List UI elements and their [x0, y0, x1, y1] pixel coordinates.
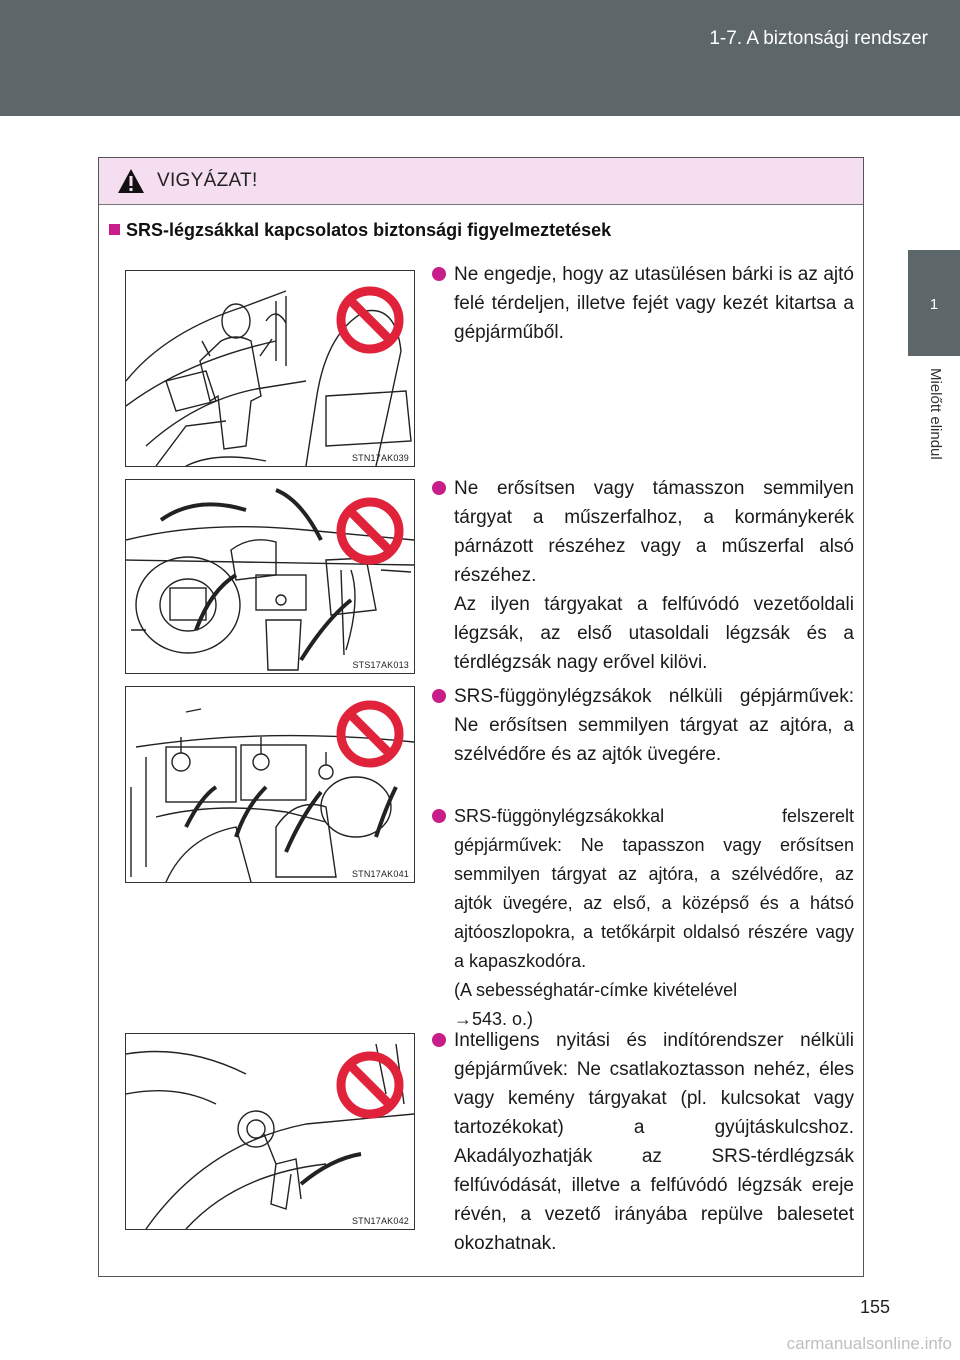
illustration-kneeling-passenger — [125, 270, 415, 467]
warning-text: Ne engedje, hogy az utasülésen bárki is az ajtó felé térdeljen, illetve fejét vagy kezét kitartsa a gépjárműből. — [454, 264, 854, 343]
page-header — [0, 0, 960, 116]
warning-item — [432, 260, 854, 347]
chapter-label: Mielőtt elindul — [927, 368, 944, 460]
prohibition-icon — [335, 699, 405, 769]
chapter-tab — [908, 250, 960, 356]
bullet-icon — [432, 689, 446, 703]
prohibition-icon — [335, 496, 405, 566]
square-bullet-icon — [109, 224, 120, 235]
section-title-text: SRS-légzsákkal kapcsolatos biztonsági figyelmeztetések — [126, 220, 612, 240]
illustration-cabin-objects — [125, 686, 415, 883]
warning-item — [432, 474, 854, 677]
bullet-icon — [432, 481, 446, 495]
illustration-ignition-keys — [125, 1033, 415, 1230]
warning-text: SRS-függönylégzsákokkal felszerelt gépjárművek: Ne tapasszon vagy erősítsen semmilyen tárgyat az ajtóra, a szélvédőre, az ajtók üvegére, az első, a középső és a hátsó ajtóoszlopokra, a tetőkárpit oldalsó részére vagy a kapaszkodóra. — [454, 806, 854, 971]
warning-text: Intelligens nyitási és indítórendszer nélküli gépjárművek: Ne csatlakoztasson nehéz, éles vagy kemény tárgyakat (pl. kulcsokat vagy tartozékokat) a gyújtáskulcshoz. Akadályozhatják az SRS-térdlégzsák felfúvódását, illetve a felfúvódó légzsák ereje révén, a vezető irányába repülve balesetet okozhatnak. — [454, 1030, 854, 1254]
page-number: 155 — [859, 1297, 890, 1317]
chapter-tab-label — [914, 368, 954, 508]
chapter-number: 1 — [929, 296, 939, 313]
caution-header — [99, 158, 863, 205]
bullet-icon — [432, 1033, 446, 1047]
section-title — [109, 220, 611, 241]
warning-item — [432, 1026, 854, 1258]
image-code: STS17AK013 — [352, 660, 409, 670]
warning-item — [432, 802, 854, 1034]
image-code: STN17AK042 — [351, 1216, 409, 1226]
prohibition-icon — [335, 1050, 405, 1120]
caution-box — [98, 157, 864, 1277]
warning-text: (A sebességhatár-címke kivételével — [454, 980, 738, 1000]
chapter-title: 1-7. A biztonsági rendszer — [709, 28, 928, 49]
image-code: STN17AK041 — [351, 869, 409, 879]
warning-item — [432, 682, 854, 769]
image-code: STN17AK039 — [351, 453, 409, 463]
warning-text: SRS-függönylégzsákok nélküli gépjárművek: Ne erősítsen semmilyen tárgyat az ajtóra, a szélvédőre és az ajtók üvegére. — [454, 686, 854, 765]
prohibition-icon — [335, 285, 405, 355]
watermark: carmanualsonline.info — [786, 1334, 952, 1353]
warning-text: Az ilyen tárgyakat a felfúvódó vezetőoldali légzsák, az első utasoldali légzsák és a térdlégzsák nagy erővel kilövi. — [454, 594, 854, 673]
illustration-dashboard-objects — [125, 479, 415, 674]
warning-triangle-icon — [117, 168, 145, 194]
bullet-icon — [432, 267, 446, 281]
caution-heading: VIGYÁZAT! — [157, 170, 258, 191]
warning-text: Ne erősítsen vagy támasszon semmilyen tárgyat a műszerfalhoz, a kormánykerék párnázott részéhez vagy a műszerfal alsó részéhez. — [454, 478, 854, 586]
page-reference: →543. o.) — [454, 1009, 534, 1029]
bullet-icon — [432, 809, 446, 823]
